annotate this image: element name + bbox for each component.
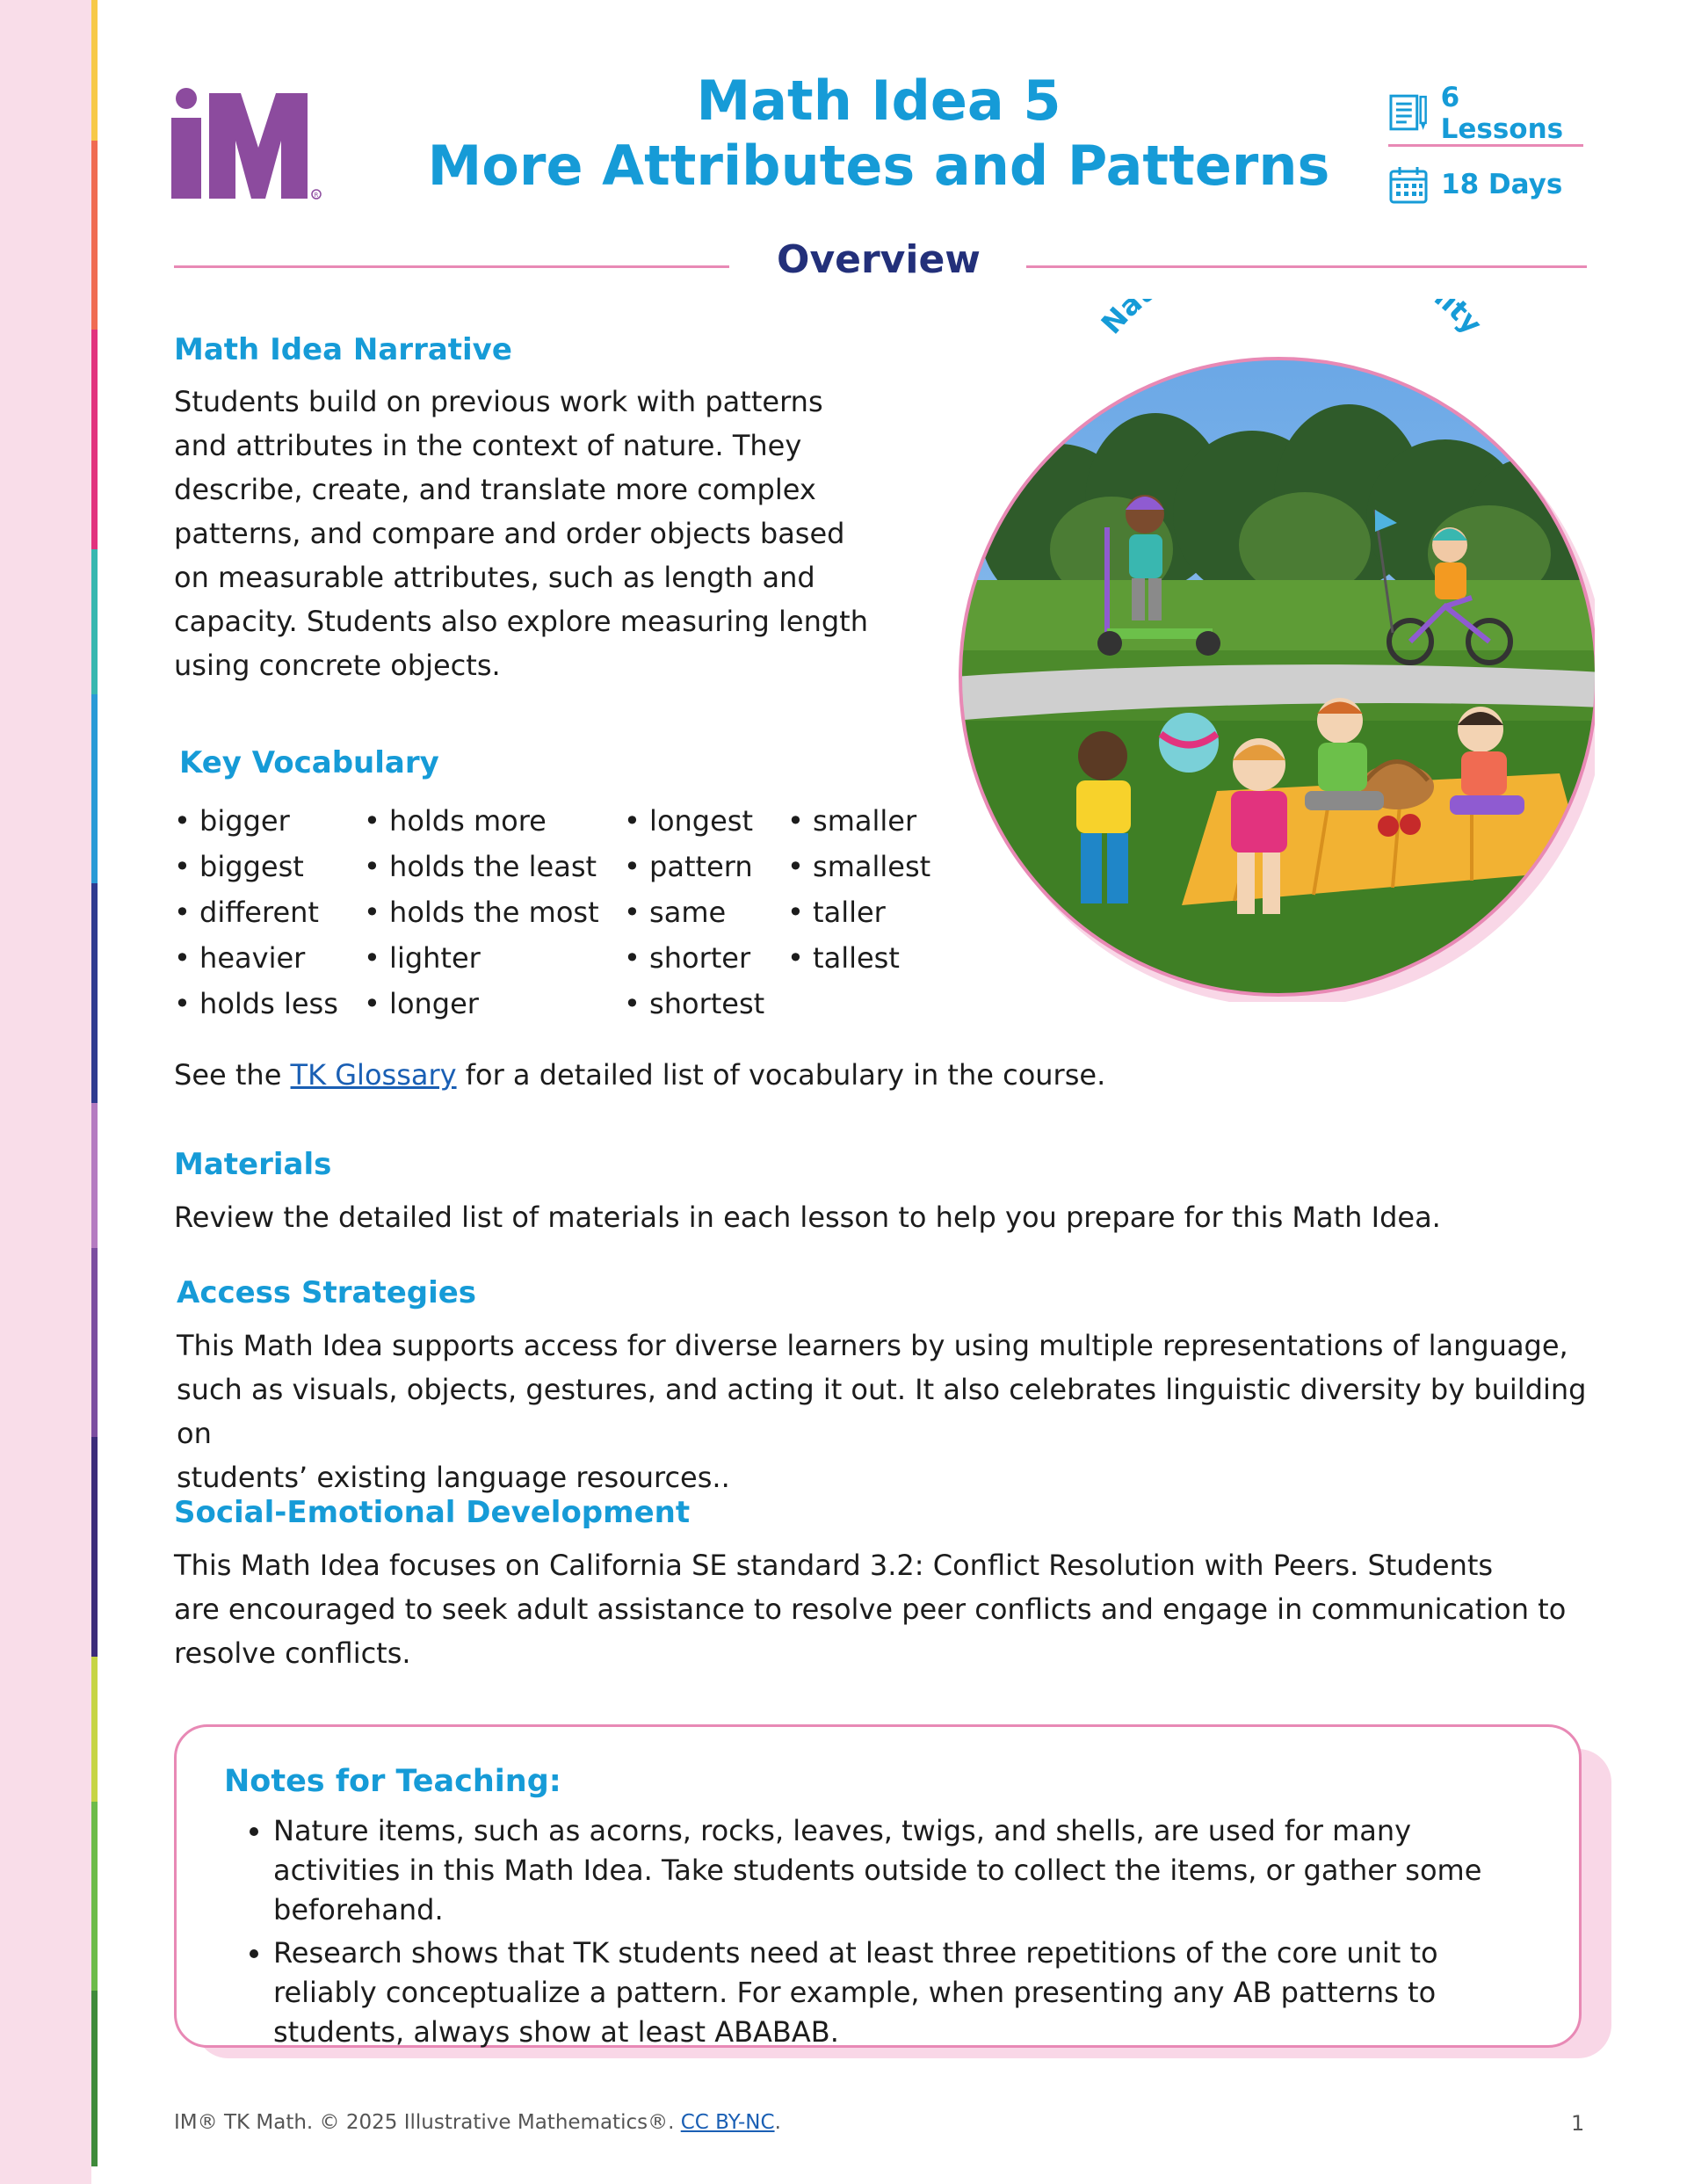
narrative-line: and attributes in the context of nature. They xyxy=(174,429,802,462)
narrative-line: on measurable attributes, such as length and xyxy=(174,561,815,594)
glossary-note xyxy=(174,1053,1492,1097)
vocab-item: • same xyxy=(624,896,727,929)
title-line-2: More Attributes and Patterns xyxy=(427,134,1330,198)
narrative-line: describe, create, and translate more complex xyxy=(174,473,816,506)
vocab-item: • bigger xyxy=(174,804,290,838)
vocab-word: holds more xyxy=(389,804,547,838)
overview-heading: Overview xyxy=(777,237,981,282)
overview-rule-left xyxy=(174,265,729,268)
narrative-line: Students build on previous work with patterns xyxy=(174,385,823,418)
vocab-item: • tallest xyxy=(787,941,900,975)
image-caption-text: Na ity xyxy=(1094,299,1489,341)
glossary-post: for a detailed list of vocabulary in the course. xyxy=(456,1058,1106,1092)
vocab-word: shortest xyxy=(649,987,765,1020)
narrative-line: using concrete objects. xyxy=(174,649,501,682)
vocab-word: same xyxy=(649,896,727,929)
access-text xyxy=(177,1324,1600,1499)
access-line: such as visuals, objects, gestures, and acting it out. It also celebrates linguistic diversity by building on xyxy=(177,1373,1587,1450)
vocab-word: taller xyxy=(813,896,886,929)
vocab-word: smallest xyxy=(813,850,931,883)
vocab-word: shorter xyxy=(649,941,751,975)
notes-list xyxy=(224,1811,1539,2056)
vocab-column-2 xyxy=(364,798,599,1027)
footer-copyright: IM® TK Math. © 2025 Illustrative Mathematics®. xyxy=(174,2111,681,2134)
im-logo xyxy=(167,88,325,202)
footer xyxy=(174,2111,781,2134)
vocab-item: • biggest xyxy=(174,850,304,883)
calendar-icon xyxy=(1388,164,1429,205)
overview-rule-right xyxy=(1026,265,1587,268)
vocab-item: • smallest xyxy=(787,850,931,883)
vocab-item: • heavier xyxy=(174,941,306,975)
vocab-word: biggest xyxy=(199,850,304,883)
vocab-item: • holds the least xyxy=(364,850,597,883)
tk-glossary-link[interactable]: TK Glossary xyxy=(290,1058,457,1092)
materials-heading: Materials xyxy=(174,1147,332,1182)
vocab-word: pattern xyxy=(649,850,753,883)
vocab-word: holds the most xyxy=(389,896,599,929)
lessons-label: 6 Lessons xyxy=(1440,82,1564,145)
narrative-text xyxy=(174,380,930,687)
narrative-heading: Math Idea Narrative xyxy=(174,332,512,367)
vocab-item: • taller xyxy=(787,896,886,929)
vocab-column-1 xyxy=(174,798,338,1027)
page-number: 1 xyxy=(1571,2111,1585,2136)
days-count xyxy=(1388,159,1590,210)
materials-text: Review the detailed list of materials in each lesson to help you prepare for this Math Idea. xyxy=(174,1201,1441,1234)
sel-line: This Math Idea focuses on California SE standard 3.2: Conflict Resolution with Peers. Students xyxy=(174,1549,1494,1582)
svg-text:R: R xyxy=(314,192,319,199)
license-link[interactable]: CC BY-NC xyxy=(680,2111,775,2134)
glossary-pre: See the xyxy=(174,1058,291,1092)
narrative-line: patterns, and compare and order objects based xyxy=(174,517,845,550)
days-label: 18 Days xyxy=(1441,169,1563,200)
side-color-stripe xyxy=(91,0,98,2184)
narrative-line: capacity. Students also explore measuring length xyxy=(174,605,868,638)
notes-item: • Nature items, such as acorns, rocks, leaves, twigs, and shells, are used for many activities in this Math Idea. Take students outside to collect the items, or gather some beforehand. xyxy=(273,1811,1539,1930)
vocab-item: • holds the most xyxy=(364,896,599,929)
vocab-column-4 xyxy=(787,798,930,981)
title-line-1: Math Idea 5 xyxy=(696,69,1061,133)
vocab-column-3 xyxy=(624,798,764,1027)
side-band xyxy=(0,0,91,2184)
access-line: This Math Idea supports access for diverse learners by using multiple representations of language, xyxy=(177,1329,1568,1362)
lessons-count xyxy=(1388,82,1590,145)
access-line: students’ existing language resources.. xyxy=(177,1461,730,1494)
vocab-item: • pattern xyxy=(624,850,753,883)
vocab-word: bigger xyxy=(199,804,290,838)
vocab-word: longest xyxy=(649,804,754,838)
vocab-item: • lighter xyxy=(364,941,481,975)
sel-line: are encouraged to seek adult assistance to resolve peer conflicts and engage in communication to xyxy=(174,1593,1567,1626)
vocab-item: • smaller xyxy=(787,804,917,838)
vocab-word: holds less xyxy=(199,987,338,1020)
vocabulary-heading: Key Vocabulary xyxy=(179,745,439,780)
vocab-item: • shortest xyxy=(624,987,765,1020)
vocab-word: heavier xyxy=(199,941,306,975)
vocab-word: lighter xyxy=(389,941,481,975)
nature-community-illustration xyxy=(953,299,1595,1002)
footer-period: . xyxy=(774,2111,781,2134)
vocab-word: different xyxy=(199,896,319,929)
notes-for-teaching-box xyxy=(174,1724,1582,2048)
page-title xyxy=(387,69,1371,199)
vocab-word: smaller xyxy=(813,804,917,838)
unit-meta xyxy=(1388,82,1590,210)
vocab-item: • different xyxy=(174,896,319,929)
sel-text xyxy=(174,1543,1597,1675)
vocab-word: holds the least xyxy=(389,850,597,883)
vocab-item: • holds less xyxy=(174,987,338,1020)
vocab-word: longer xyxy=(389,987,479,1020)
access-heading: Access Strategies xyxy=(177,1275,477,1310)
notes-item: • Research shows that TK students need at least three repetitions of the core unit to reliably conceptualize a pattern. For example, when presenting any AB patterns to students, always show at least ABABAB. xyxy=(273,1934,1539,2052)
notes-heading: Notes for Teaching: xyxy=(224,1764,561,1799)
vocab-item: • holds more xyxy=(364,804,547,838)
image-caption xyxy=(1095,299,1489,340)
sel-heading: Social-Emotional Development xyxy=(174,1495,691,1530)
lesson-plan-icon xyxy=(1388,93,1429,134)
sel-line: resolve conflicts. xyxy=(174,1636,411,1670)
vocab-item: • longer xyxy=(364,987,479,1020)
vocab-item: • longest xyxy=(624,804,754,838)
vocab-word: tallest xyxy=(813,941,900,975)
vocab-item: • shorter xyxy=(624,941,751,975)
